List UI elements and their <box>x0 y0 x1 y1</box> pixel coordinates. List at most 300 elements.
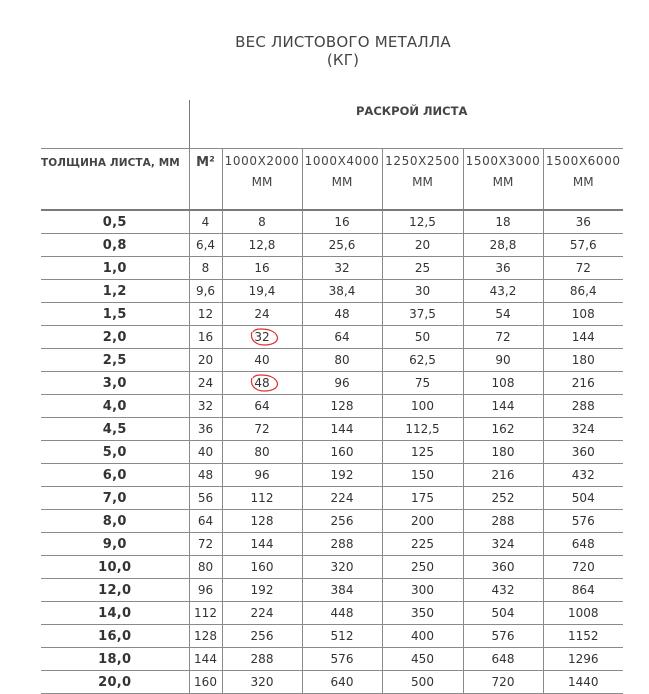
area-cell <box>189 671 222 694</box>
cell-value: 288 <box>330 537 354 551</box>
cell-value: 2,5 <box>102 352 127 368</box>
cell-value: 640 <box>330 675 354 689</box>
cell-value: 48 <box>334 307 350 321</box>
weight-cell <box>543 349 623 372</box>
weight-cell <box>543 487 623 510</box>
cell-value: 360 <box>491 560 515 574</box>
weight-cell <box>222 671 302 694</box>
weight-cell <box>543 602 623 625</box>
cell-value: 324 <box>491 537 515 551</box>
cell-value: 80 <box>254 445 270 459</box>
cell-value: 4,5 <box>102 421 127 437</box>
weight-cell <box>302 349 382 372</box>
cell-value: 18,0 <box>98 651 132 667</box>
weight-cell <box>382 602 463 625</box>
header-size-2 <box>302 149 382 211</box>
cell-value: 4,0 <box>102 398 127 414</box>
cell-value: 36 <box>197 422 214 436</box>
cell-value: 256 <box>250 629 274 643</box>
cell-value: 112 <box>250 491 274 505</box>
header-size-label: 1000Х4000 <box>304 154 380 168</box>
header-size-label: 1500Х3000 <box>465 154 541 168</box>
weight-cell <box>302 625 382 648</box>
cell-value: 576 <box>571 514 595 528</box>
weight-cell <box>463 280 543 303</box>
weight-cell <box>302 418 382 441</box>
area-cell <box>189 326 222 349</box>
weight-cell <box>222 303 302 326</box>
area-cell <box>189 210 222 234</box>
weight-cell <box>463 349 543 372</box>
weight-cell <box>302 280 382 303</box>
cell-value: 500 <box>411 675 434 689</box>
area-cell <box>189 533 222 556</box>
cell-value: 112,5 <box>405 422 440 436</box>
thickness-cell <box>41 648 189 671</box>
cell-value: 200 <box>411 514 434 528</box>
cell-value: 64 <box>254 399 270 413</box>
weight-cell <box>382 441 463 464</box>
weight-cell <box>463 372 543 395</box>
area-cell <box>189 648 222 671</box>
cell-value: 48 <box>197 468 214 482</box>
table-row <box>41 418 623 441</box>
weight-cell <box>543 257 623 280</box>
weight-cell <box>382 257 463 280</box>
cell-value: 36 <box>495 261 511 275</box>
weight-cell <box>463 579 543 602</box>
cell-value: 3,0 <box>102 375 127 391</box>
thickness-cell <box>41 464 189 487</box>
header-divider <box>189 100 190 148</box>
cell-value: 125 <box>411 445 434 459</box>
header-unit: ММ <box>492 175 514 189</box>
thickness-cell <box>41 349 189 372</box>
cell-value: 128 <box>194 629 217 643</box>
weight-cell <box>543 556 623 579</box>
weight-cell <box>543 510 623 533</box>
cell-value: 20 <box>197 353 214 367</box>
weight-cell <box>543 210 623 234</box>
weight-cell <box>302 395 382 418</box>
cell-value: 400 <box>411 629 434 643</box>
thickness-cell <box>41 257 189 280</box>
cell-value: 1,5 <box>102 306 127 322</box>
weight-cell <box>463 234 543 257</box>
cell-value: 320 <box>330 560 354 574</box>
thickness-cell <box>41 395 189 418</box>
cell-value: 160 <box>330 445 354 459</box>
thickness-cell <box>41 372 189 395</box>
cell-value: 160 <box>250 560 274 574</box>
cell-value: 72 <box>575 261 591 275</box>
weight-cell <box>302 372 382 395</box>
cell-value: 192 <box>250 583 274 597</box>
red-circle-annotation <box>248 372 282 394</box>
cell-value: 144 <box>571 330 595 344</box>
area-cell <box>189 556 222 579</box>
table-row <box>41 395 623 418</box>
weight-cell <box>543 418 623 441</box>
cell-value: 96 <box>334 376 350 390</box>
cell-value: 62,5 <box>409 353 436 367</box>
cell-value: 8 <box>201 261 210 275</box>
table-row <box>41 625 623 648</box>
cell-value: 128 <box>250 514 274 528</box>
cell-value: 0,5 <box>102 214 127 230</box>
cell-value: 4 <box>201 215 210 229</box>
weight-cell <box>543 303 623 326</box>
cell-value: 90 <box>495 353 511 367</box>
weight-cell <box>302 303 382 326</box>
table-row <box>41 441 623 464</box>
title-line-2: (КГ) <box>326 51 360 69</box>
cell-value: 16 <box>254 261 270 275</box>
weight-cell <box>463 395 543 418</box>
weight-cell <box>302 602 382 625</box>
weight-cell <box>222 395 302 418</box>
weight-cell <box>222 464 302 487</box>
weight-cell <box>382 533 463 556</box>
header-unit: ММ <box>331 175 353 189</box>
weight-cell <box>543 625 623 648</box>
cell-value: 16 <box>197 330 214 344</box>
red-circle-annotation <box>248 326 282 348</box>
cell-value: 324 <box>571 422 595 436</box>
cell-value: 40 <box>197 445 214 459</box>
title-line-1: ВЕС ЛИСТОВОГО МЕТАЛЛА <box>235 33 451 51</box>
cell-value: 12 <box>197 307 214 321</box>
cell-value: 160 <box>194 675 217 689</box>
table-row <box>41 349 623 372</box>
thickness-cell <box>41 510 189 533</box>
cell-value: 50 <box>414 330 431 344</box>
cell-value: 56 <box>197 491 214 505</box>
weight-cell <box>222 533 302 556</box>
cell-value: 224 <box>250 606 274 620</box>
cell-value: 180 <box>491 445 515 459</box>
cell-value: 28,8 <box>489 238 517 252</box>
weight-cell <box>302 487 382 510</box>
cell-value: 12,8 <box>248 238 276 252</box>
weight-cell <box>463 625 543 648</box>
table-row <box>41 303 623 326</box>
cell-value: 1296 <box>567 652 599 666</box>
weight-cell <box>222 372 302 395</box>
cell-value: 144 <box>330 422 354 436</box>
weight-cell <box>463 487 543 510</box>
cell-value: 128 <box>330 399 354 413</box>
weight-cell <box>302 648 382 671</box>
weight-cell <box>222 418 302 441</box>
weight-cell <box>382 556 463 579</box>
cell-value: 576 <box>330 652 354 666</box>
weight-cell <box>382 303 463 326</box>
cell-value: 432 <box>571 468 595 482</box>
cell-value: 12,5 <box>409 215 436 229</box>
cell-value: 180 <box>571 353 595 367</box>
thickness-cell <box>41 234 189 257</box>
cell-value: 16,0 <box>98 628 132 644</box>
weight-cell <box>543 372 623 395</box>
table-row <box>41 602 623 625</box>
table-row <box>41 326 623 349</box>
cell-value: 225 <box>411 537 434 551</box>
table-row <box>41 372 623 395</box>
weight-cell <box>463 257 543 280</box>
table-row <box>41 280 623 303</box>
table-row <box>41 556 623 579</box>
table-row <box>41 533 623 556</box>
weight-cell <box>543 234 623 257</box>
cell-value: 20,0 <box>98 674 132 690</box>
area-cell <box>189 349 222 372</box>
cell-value: 300 <box>411 583 434 597</box>
table-row <box>41 648 623 671</box>
cell-value: 216 <box>491 468 515 482</box>
cell-value: 72 <box>495 330 511 344</box>
cell-value: 720 <box>491 675 515 689</box>
table-row <box>41 464 623 487</box>
weight-cell <box>302 579 382 602</box>
cell-value: 162 <box>491 422 515 436</box>
cell-value: 512 <box>330 629 354 643</box>
weight-cell <box>382 625 463 648</box>
table-row <box>41 487 623 510</box>
weight-cell <box>222 648 302 671</box>
header-row <box>41 149 623 211</box>
section-label: РАСКРОЙ ЛИСТА <box>356 104 468 118</box>
weight-cell <box>222 349 302 372</box>
weight-cell <box>543 395 623 418</box>
weight-cell <box>382 648 463 671</box>
area-cell <box>189 441 222 464</box>
thickness-cell <box>41 441 189 464</box>
header-size-label: 1250Х2500 <box>385 154 460 168</box>
weight-cell <box>222 579 302 602</box>
cell-value: 192 <box>330 468 354 482</box>
weight-cell <box>463 303 543 326</box>
weight-cell <box>302 326 382 349</box>
cell-value: 864 <box>571 583 595 597</box>
weight-cell <box>222 510 302 533</box>
weight-cell <box>382 372 463 395</box>
weight-cell <box>463 418 543 441</box>
cell-value: 504 <box>491 606 515 620</box>
cell-value: 20 <box>414 238 431 252</box>
cell-value: 108 <box>491 376 515 390</box>
table-row <box>41 234 623 257</box>
weight-cell <box>302 257 382 280</box>
cell-value: 86,4 <box>569 284 597 298</box>
weight-cell <box>382 234 463 257</box>
weight-cell <box>543 326 623 349</box>
cell-value: 112 <box>194 606 217 620</box>
weight-cell <box>302 210 382 234</box>
weight-cell <box>222 625 302 648</box>
cell-value: 1,2 <box>102 283 127 299</box>
weight-cell <box>382 210 463 234</box>
area-cell <box>189 602 222 625</box>
cell-value: 80 <box>197 560 214 574</box>
cell-value: 150 <box>411 468 434 482</box>
area-cell <box>189 625 222 648</box>
table-row <box>41 257 623 280</box>
weight-cell <box>463 648 543 671</box>
weight-cell <box>463 210 543 234</box>
cell-value: 24 <box>197 376 214 390</box>
area-cell <box>189 395 222 418</box>
table-row <box>41 510 623 533</box>
cell-value: 384 <box>330 583 354 597</box>
weight-cell <box>302 234 382 257</box>
weight-cell <box>382 395 463 418</box>
thickness-cell <box>41 303 189 326</box>
cell-value: 80 <box>334 353 350 367</box>
cell-value: 450 <box>411 652 434 666</box>
weight-cell <box>222 556 302 579</box>
table-row <box>41 579 623 602</box>
thickness-cell <box>41 210 189 234</box>
weight-cell <box>222 441 302 464</box>
area-cell <box>189 510 222 533</box>
thickness-cell <box>41 671 189 694</box>
cell-value: 32 <box>197 399 214 413</box>
cell-value: 216 <box>571 376 595 390</box>
header-size-1 <box>222 149 302 211</box>
cell-value: 448 <box>330 606 354 620</box>
cell-value: 24 <box>254 307 270 321</box>
thickness-cell <box>41 326 189 349</box>
weight-cell <box>222 326 302 349</box>
cell-value: 720 <box>571 560 595 574</box>
cell-value: 18 <box>495 215 511 229</box>
thickness-cell <box>41 579 189 602</box>
cell-value: 25,6 <box>328 238 356 252</box>
weight-cell <box>543 441 623 464</box>
weight-cell <box>382 326 463 349</box>
cell-value: 8 <box>258 215 266 229</box>
cell-value: 10,0 <box>98 559 132 575</box>
cell-value: 1,0 <box>102 260 127 276</box>
thickness-cell <box>41 418 189 441</box>
weight-cell <box>463 464 543 487</box>
weight-cell <box>463 510 543 533</box>
weight-cell <box>302 533 382 556</box>
cell-value: 350 <box>411 606 434 620</box>
cell-value: 6,4 <box>195 238 216 252</box>
header-thickness: ТОЛЩИНА ЛИСТА, ММ <box>41 149 189 211</box>
cell-value: 96 <box>254 468 270 482</box>
header-size-label: 1500Х6000 <box>545 154 621 168</box>
cell-value: 175 <box>411 491 434 505</box>
header-size-3 <box>382 149 463 211</box>
weight-cell <box>302 510 382 533</box>
cell-value: 48 <box>254 376 269 390</box>
cell-value: 38,4 <box>328 284 356 298</box>
weight-cell <box>382 510 463 533</box>
cell-value: 576 <box>491 629 515 643</box>
weight-cell <box>463 533 543 556</box>
thickness-cell <box>41 556 189 579</box>
cell-value: 288 <box>491 514 515 528</box>
weight-cell <box>302 556 382 579</box>
cell-value: 504 <box>571 491 595 505</box>
cell-value: 40 <box>254 353 270 367</box>
cell-value: 100 <box>411 399 434 413</box>
thickness-cell <box>41 533 189 556</box>
cell-value: 432 <box>491 583 515 597</box>
page-title <box>0 33 649 69</box>
weight-cell <box>382 280 463 303</box>
area-cell <box>189 579 222 602</box>
weight-cell <box>382 418 463 441</box>
cell-value: 96 <box>197 583 214 597</box>
weight-cell <box>382 349 463 372</box>
cell-value: 1440 <box>567 675 599 689</box>
weight-cell <box>463 556 543 579</box>
cell-value: 16 <box>334 215 350 229</box>
cell-value: 2,0 <box>102 329 127 345</box>
header-unit: ММ <box>572 175 594 189</box>
cell-value: 72 <box>197 537 214 551</box>
weight-cell <box>543 280 623 303</box>
area-cell <box>189 234 222 257</box>
weight-cell <box>222 280 302 303</box>
thickness-cell <box>41 602 189 625</box>
weight-cell <box>543 579 623 602</box>
table-row <box>41 671 623 694</box>
weight-cell <box>543 671 623 694</box>
cell-value: 36 <box>575 215 591 229</box>
weight-cell <box>382 464 463 487</box>
weight-cell <box>222 602 302 625</box>
weight-cell <box>382 579 463 602</box>
cell-value: 1008 <box>567 606 599 620</box>
weight-cell <box>543 533 623 556</box>
cell-value: 108 <box>571 307 595 321</box>
area-cell <box>189 487 222 510</box>
cell-value: 6,0 <box>102 467 127 483</box>
weight-cell <box>222 257 302 280</box>
cell-value: 5,0 <box>102 444 127 460</box>
cell-value: 14,0 <box>98 605 132 621</box>
area-cell <box>189 257 222 280</box>
weight-cell <box>463 441 543 464</box>
header-unit: ММ <box>251 175 273 189</box>
cell-value: 72 <box>254 422 270 436</box>
cell-value: 144 <box>250 537 274 551</box>
cell-value: 32 <box>254 330 269 344</box>
cell-value: 250 <box>411 560 434 574</box>
weight-cell <box>382 487 463 510</box>
cell-value: 252 <box>491 491 515 505</box>
cell-value: 1152 <box>567 629 599 643</box>
cell-value: 0,8 <box>102 237 127 253</box>
cell-value: 57,6 <box>569 238 597 252</box>
header-size-4 <box>463 149 543 211</box>
cell-value: 288 <box>571 399 595 413</box>
cell-value: 288 <box>250 652 274 666</box>
weight-cell <box>543 648 623 671</box>
table-row <box>41 210 623 234</box>
cell-value: 32 <box>334 261 350 275</box>
area-cell <box>189 372 222 395</box>
cell-value: 9,6 <box>195 284 216 298</box>
cell-value: 8,0 <box>102 513 127 529</box>
weight-cell <box>302 441 382 464</box>
header-area: М² <box>189 149 222 211</box>
